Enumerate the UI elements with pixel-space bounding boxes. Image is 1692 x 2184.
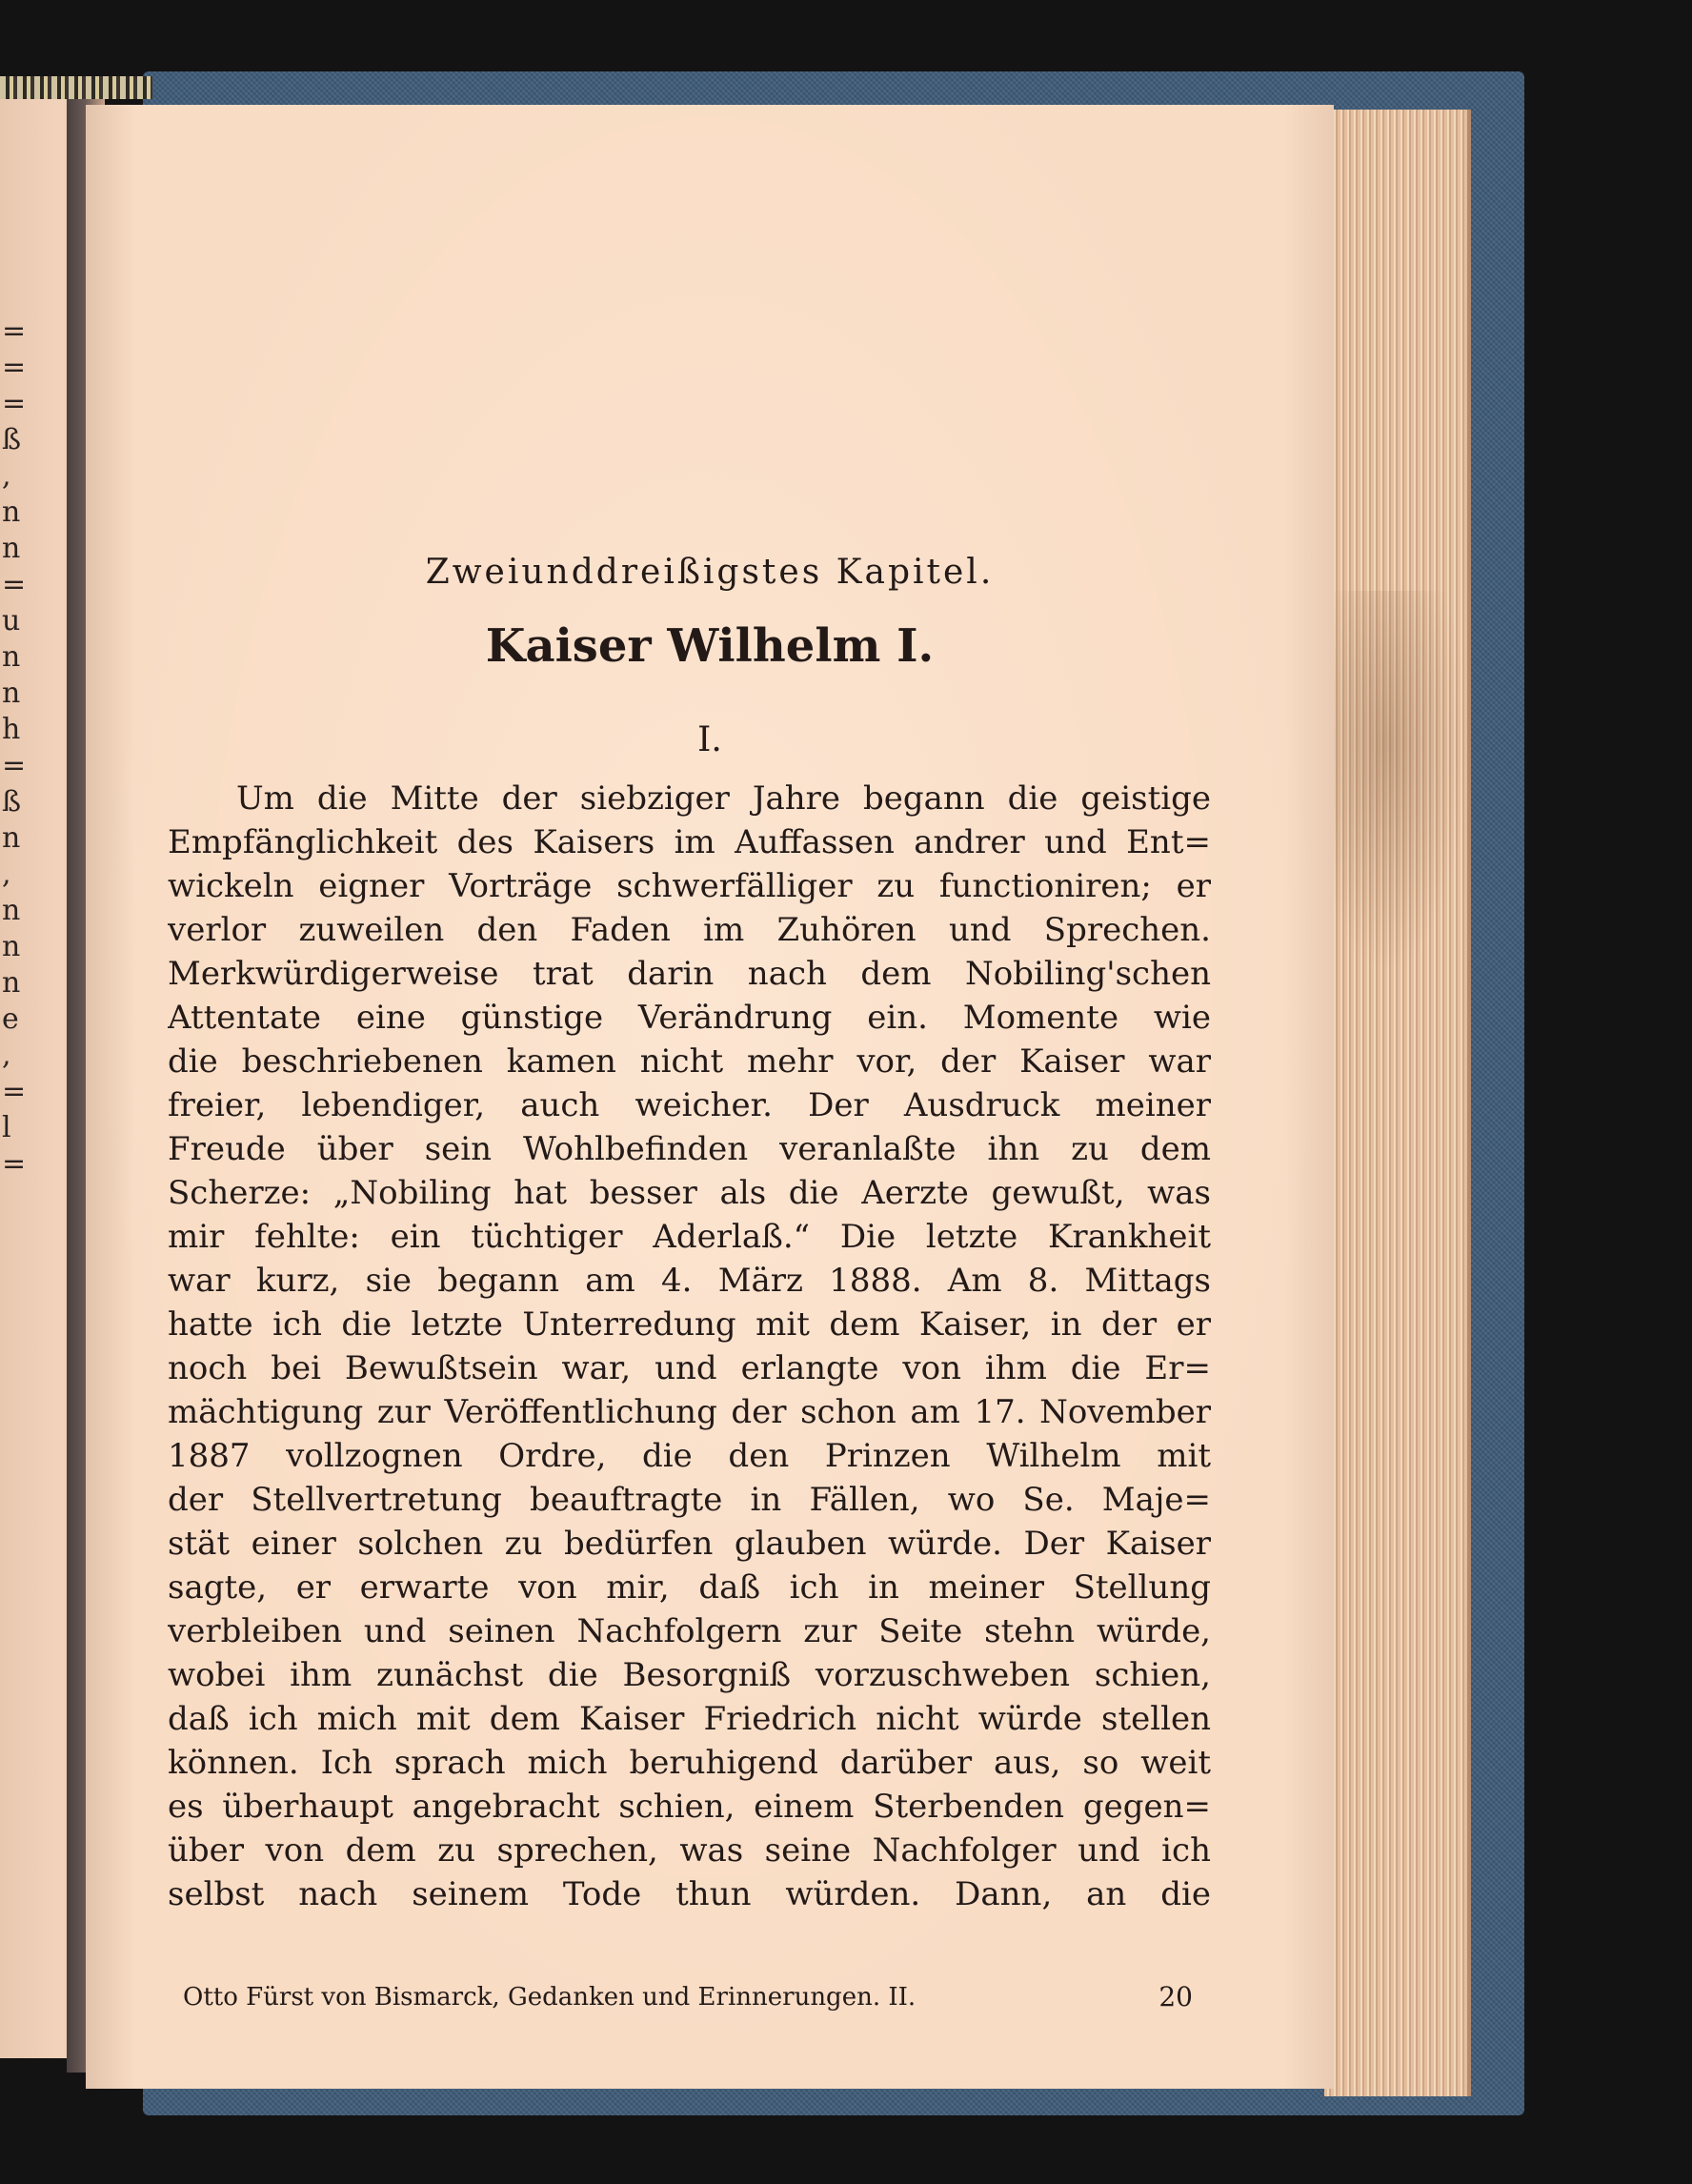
left-page-fragment: = — [2, 314, 27, 348]
left-page-fragment: , — [2, 1039, 11, 1072]
text-line: mir fehlte: ein tüchtiger Aderlaß.“ Die letzte Krankheit — [168, 1218, 1211, 1256]
text-line: es überhaupt angebracht schien, einem Sterbenden gegen= — [168, 1788, 1211, 1826]
chapter-title: Kaiser Wilhelm I. — [485, 619, 935, 673]
left-page-fragment: e — [2, 1002, 19, 1036]
signature-mark: 20 — [1158, 1981, 1193, 2012]
left-page-fragment: h — [2, 713, 21, 746]
edge-stain — [1334, 591, 1467, 972]
text-line: wickeln eigner Vorträge schwerfälliger zu functioniren; er — [168, 867, 1211, 905]
page-footer — [183, 1978, 1193, 2016]
text-line: daß ich mich mit dem Kaiser Friedrich nicht würde stellen — [168, 1700, 1211, 1738]
text-line: stät einer solchen zu bedürfen glauben würde. Der Kaiser — [168, 1525, 1211, 1563]
text-line: Freude über sein Wohlbefinden veranlaßte ihn zu dem — [168, 1130, 1211, 1168]
text-line: mächtigung zur Veröffentlichung der schon am 17. November — [168, 1393, 1211, 1431]
text-line: verbleiben und seinen Nachfolgern zur Seite stehn würde, — [168, 1612, 1211, 1650]
left-page-fragment: n — [2, 677, 21, 710]
left-page-fragment: = — [2, 1075, 27, 1108]
left-page-fragment: , — [2, 858, 11, 891]
headband — [0, 76, 152, 99]
text-line: können. Ich sprach mich beruhigend darüber aus, so weit — [168, 1744, 1211, 1782]
book-page — [86, 105, 1334, 2089]
text-line: Attentate eine günstige Verändrung ein. Momente wie — [168, 999, 1211, 1037]
left-page-fragment: n — [2, 532, 21, 565]
left-page-fragment: , — [2, 459, 11, 493]
chapter-number: Zweiunddreißigstes Kapitel. — [425, 553, 995, 592]
text-line: verlor zuweilen den Faden im Zuhören und Sprechen. — [168, 911, 1211, 949]
footer-text: Otto Fürst von Bismarck, Gedanken und Erinnerungen. II. — [183, 1983, 916, 2012]
left-page-fragment: ß — [2, 423, 22, 456]
section-number: I. — [697, 720, 722, 759]
left-page-fragment: n — [2, 640, 21, 674]
text-line: noch bei Bewußtsein war, und erlangte von ihm die Er= — [168, 1349, 1211, 1387]
text-line: selbst nach seinem Tode thun würden. Dann, an die — [168, 1875, 1211, 1913]
text-line: sagte, er erwarte von mir, daß ich in meiner Stellung — [168, 1568, 1211, 1607]
text-line: die beschriebenen kamen nicht mehr vor, der Kaiser war — [168, 1042, 1211, 1081]
left-page-fragment: = — [2, 351, 27, 384]
left-page-fragment: u — [2, 604, 21, 637]
text-line: Merkwürdigerweise trat darin nach dem Nobiling'schen — [168, 955, 1211, 993]
text-line: war kurz, sie begann am 4. März 1888. Am 8. Mittags — [168, 1262, 1211, 1300]
text-line: wobei ihm zunächst die Besorgniß vorzuschweben schien, — [168, 1656, 1211, 1694]
text-line: hatte ich die letzte Unterredung mit dem Kaiser, in der er — [168, 1305, 1211, 1344]
text-line: der Stellvertretung beauftragte in Fällen, wo Se. Maje= — [168, 1481, 1211, 1519]
text-line: Empfänglichkeit des Kaisers im Auffassen andrer und Ent= — [168, 823, 1211, 861]
left-page-fragment: = — [2, 387, 27, 420]
left-page-fragment: n — [2, 495, 21, 529]
body-text — [168, 777, 1211, 1916]
left-page-fragment: = — [2, 749, 27, 782]
text-line: freier, lebendiger, auch weicher. Der Ausdruck meiner — [168, 1086, 1211, 1124]
left-page-fragment: = — [2, 1147, 27, 1181]
text-line: 1887 vollzognen Ordre, die den Prinzen Wilhelm mit — [168, 1437, 1211, 1475]
left-page-fragment: ß — [2, 785, 22, 819]
page-fore-edge — [1324, 110, 1471, 2096]
text-line: Scherze: „Nobiling hat besser als die Aerzte gewußt, was — [168, 1174, 1211, 1212]
left-page-fragment: l — [2, 1111, 11, 1144]
text-line: über von dem zu sprechen, was seine Nachfolger und ich — [168, 1831, 1211, 1870]
left-page-fragment: n — [2, 930, 21, 963]
left-page-fragment: n — [2, 821, 21, 855]
text-line: Um die Mitte der siebziger Jahre begann die geistige — [236, 779, 1211, 818]
left-page-fragment: = — [2, 568, 27, 601]
left-page-fragment: n — [2, 966, 21, 1000]
left-page-fragment: n — [2, 894, 21, 927]
